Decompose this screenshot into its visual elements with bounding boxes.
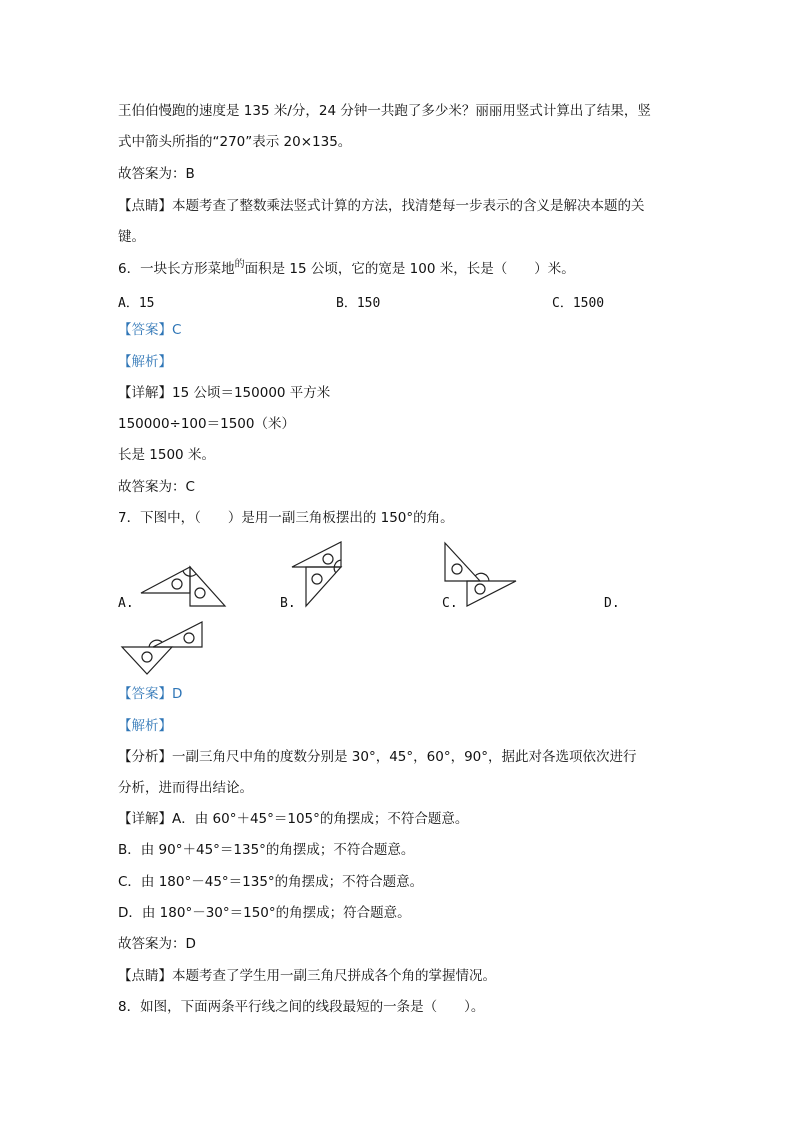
detail-line: C．由 180°－45°＝135°的角摆成；不符合题意。 bbox=[118, 874, 424, 890]
q7-option-d-label: D. bbox=[604, 596, 620, 611]
q6-analysis-heading: 【解析】 bbox=[118, 354, 172, 370]
detail-line: B．由 90°＋45°＝135°的角摆成；不符合题意。 bbox=[118, 842, 415, 858]
analysis-line: 【分析】一副三角尺中角的度数分别是 30°，45°，60°，90°，据此对各选项依次进行 bbox=[118, 749, 637, 765]
comment-line: 【点睛】本题考查了学生用一副三角尺拼成各个角的掌握情况。 bbox=[118, 968, 496, 984]
detail-line: 150000÷100＝1500（米） bbox=[118, 416, 295, 432]
q7-analysis-heading: 【解析】 bbox=[118, 718, 172, 734]
comment-line: 【点睛】本题考查了整数乘法竖式计算的方法，找清楚每一步表示的含义是解决本题的关 bbox=[118, 198, 645, 214]
q7-option-b-label: B. bbox=[280, 596, 296, 611]
detail-line: D．由 180°－30°＝150°的角摆成；符合题意。 bbox=[118, 905, 411, 921]
figure-b-set-squares bbox=[292, 542, 341, 606]
comment-line: 键。 bbox=[118, 229, 145, 245]
figure-c-set-squares bbox=[445, 543, 516, 606]
analysis-line: 分析，进而得出结论。 bbox=[118, 780, 253, 796]
answer-line: 故答案为：B bbox=[118, 166, 195, 182]
question-8-stem: 8．如图，下面两条平行线之间的线段最短的一条是（ ）。 bbox=[118, 999, 485, 1015]
answer-line: 故答案为：C bbox=[118, 479, 195, 495]
detail-line: 【详解】A．由 60°＋45°＝105°的角摆成；不符合题意。 bbox=[118, 811, 469, 827]
q6-option-c: C．1500 bbox=[552, 296, 605, 311]
question-7-stem: 7．下图中，（ ）是用一副三角板摆出的 150°的角。 bbox=[118, 510, 454, 526]
figure-a-set-squares bbox=[141, 567, 225, 606]
q7-answer: 【答案】D bbox=[118, 686, 183, 702]
detail-line: 长是 1500 米。 bbox=[118, 447, 215, 463]
q6-answer: 【答案】C bbox=[118, 322, 182, 338]
text-line: 式中箭头所指的“270”表示 20×135。 bbox=[118, 134, 352, 150]
q7-option-a-label: A. bbox=[118, 596, 134, 611]
stem-superscript: 的 bbox=[234, 259, 245, 270]
figure-d-set-squares bbox=[122, 622, 202, 674]
stem-part: 6．一块长方形菜地 bbox=[118, 261, 235, 277]
answer-line: 故答案为：D bbox=[118, 936, 196, 952]
text-line: 王伯伯慢跑的速度是 135 米/分，24 分钟一共跑了多少米？丽丽用竖式计算出了结果，竖 bbox=[118, 103, 651, 119]
detail-line: 【详解】15 公顷＝150000 平方米 bbox=[118, 385, 331, 401]
q7-option-c-label: C. bbox=[442, 596, 458, 611]
q6-option-a: A．15 bbox=[118, 296, 155, 311]
q6-option-b: B．150 bbox=[336, 296, 381, 311]
stem-part: 面积是 15 公顷，它的宽是 100 米，长是（ ）米。 bbox=[244, 261, 575, 277]
